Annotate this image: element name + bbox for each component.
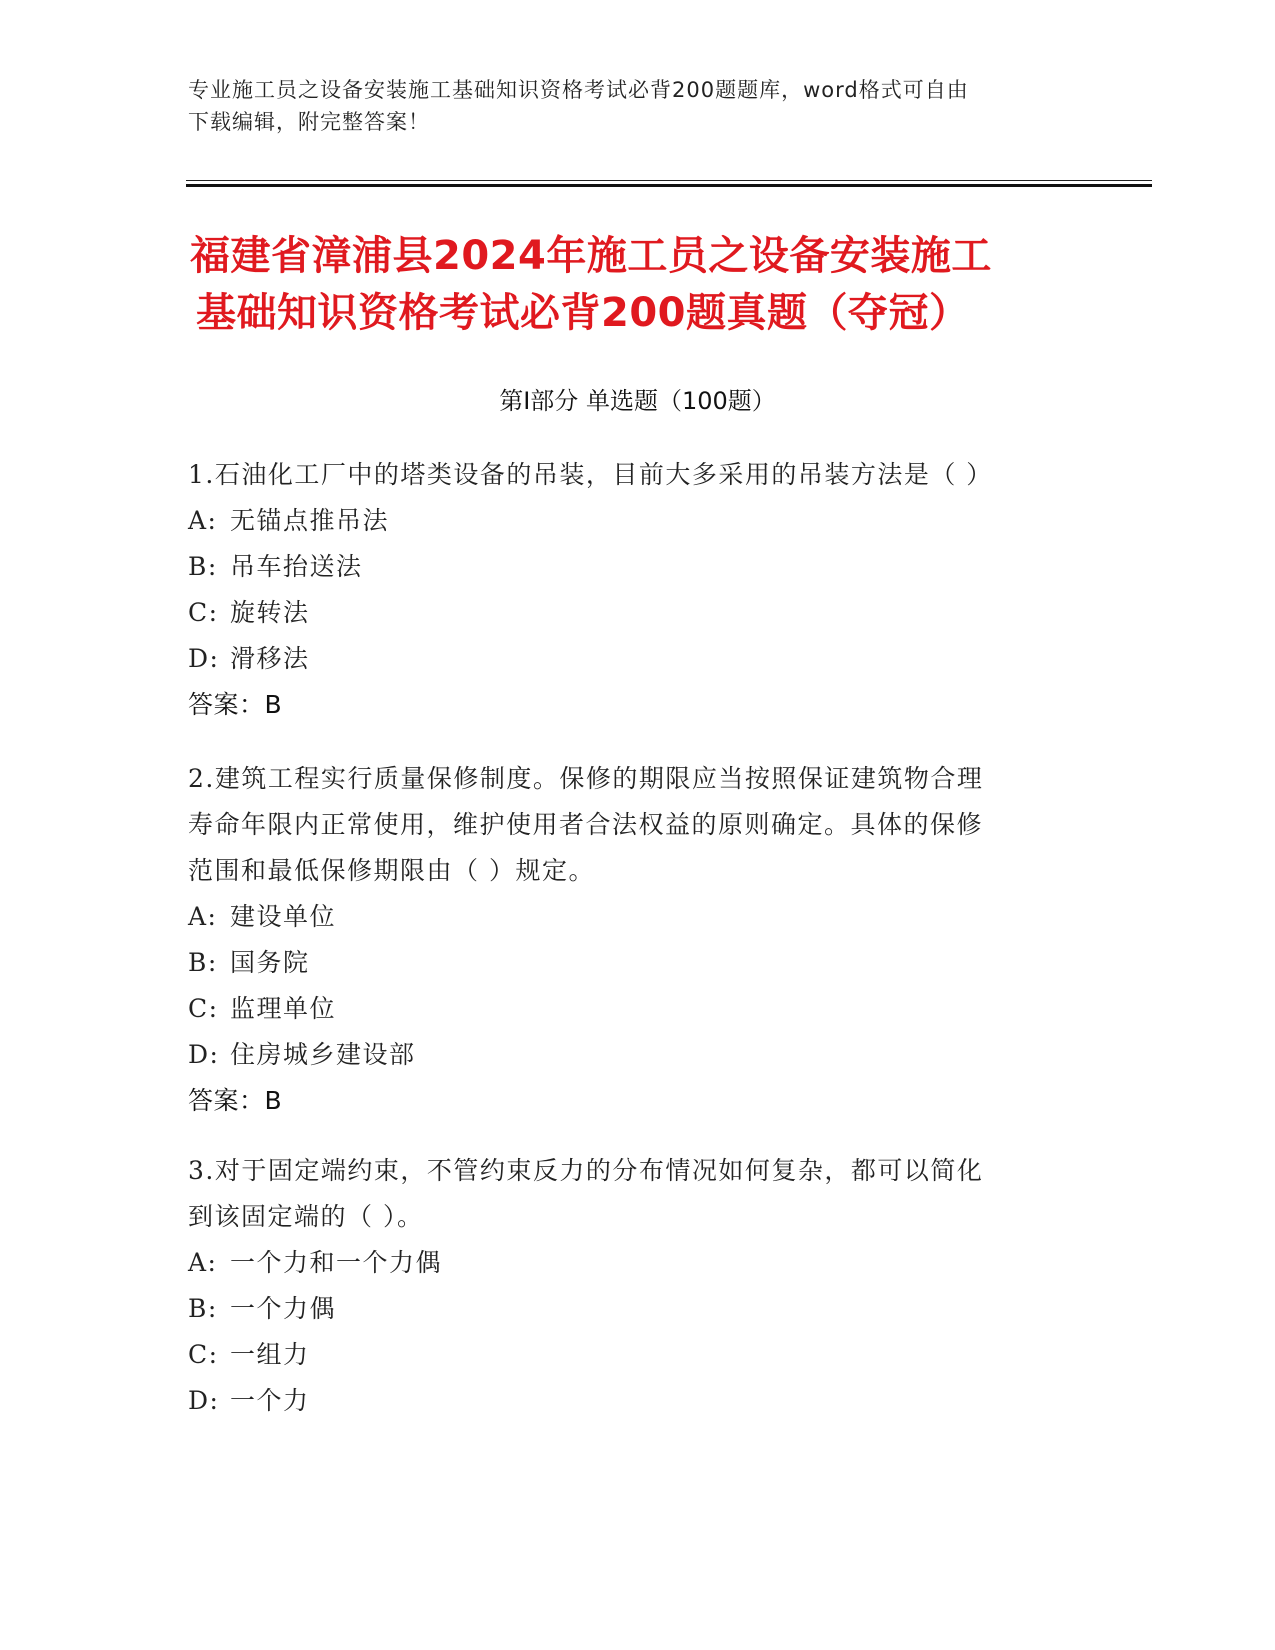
question-stem-line-1: 3.对于固定端约束，不管约束反力的分布情况如何复杂，都可以简化 [188,1156,984,1185]
option-text: 国务院 [230,948,310,977]
option-text: 无锚点推吊法 [230,506,390,535]
header-divider-thick [186,184,1152,187]
option-c [188,986,1068,1032]
option-b [188,940,1068,986]
question-stem-line-2: 寿命年限内正常使用，维护使用者合法权益的原则确定。具体的保修 [188,810,984,839]
question-stem: 1.石油化工厂中的塔类设备的吊装，目前大多采用的吊装方法是（ ） [188,460,993,489]
option-letter: A: [188,506,218,535]
option-text: 一组力 [230,1340,310,1369]
option-letter: C: [188,1340,219,1369]
answer-label: 答案：B [188,690,283,719]
option-letter: C: [188,598,219,627]
document-title-line-2: 基础知识资格考试必背200题真题（夺冠） [196,290,970,336]
option-d [188,636,1068,682]
option-c [188,590,1068,636]
option-letter: D: [188,644,220,673]
option-b [188,544,1068,590]
document-title-line-1: 福建省漳浦县2024年施工员之设备安装施工 [190,233,992,279]
question-stem-line-1: 2.建筑工程实行质量保修制度。保修的期限应当按照保证建筑物合理 [188,764,984,793]
option-b [188,1286,1068,1332]
option-text: 旋转法 [230,598,310,627]
answer-label: 答案：B [188,1086,283,1115]
question-3 [188,1148,1068,1424]
option-text: 建设单位 [230,902,337,931]
option-text: 一个力 [230,1386,310,1415]
option-a [188,894,1068,940]
option-c [188,1332,1068,1378]
option-a [188,1240,1068,1286]
document-title [190,228,1110,342]
question-2 [188,756,1068,1124]
question-stem-line-3: 范围和最低保修期限由（ ）规定。 [188,856,595,885]
option-d [188,1378,1068,1424]
option-letter: B: [188,552,218,581]
header-note-line-1: 专业施工员之设备安装施工基础知识资格考试必背200题题库，word格式可自由 [188,78,969,102]
option-text: 一个力偶 [230,1294,337,1323]
header-divider-thin [186,180,1152,181]
header-note-line-2: 下载编辑，附完整答案！ [188,110,430,134]
option-d [188,1032,1068,1078]
question-1 [188,452,1068,728]
option-letter: C: [188,994,219,1023]
header-note [188,74,1068,138]
option-letter: A: [188,1248,218,1277]
option-text: 监理单位 [230,994,337,1023]
option-letter: D: [188,1040,220,1069]
section-title: 第Ⅰ部分 单选题（100题） [499,387,776,415]
option-letter: B: [188,948,218,977]
option-letter: D: [188,1386,220,1415]
option-text: 滑移法 [230,644,310,673]
option-letter: B: [188,1294,218,1323]
option-a [188,498,1068,544]
question-stem-line-2: 到该固定端的（ ）。 [188,1202,424,1231]
option-text: 吊车抬送法 [230,552,363,581]
option-text: 住房城乡建设部 [230,1040,416,1069]
option-letter: A: [188,902,218,931]
option-text: 一个力和一个力偶 [230,1248,443,1277]
